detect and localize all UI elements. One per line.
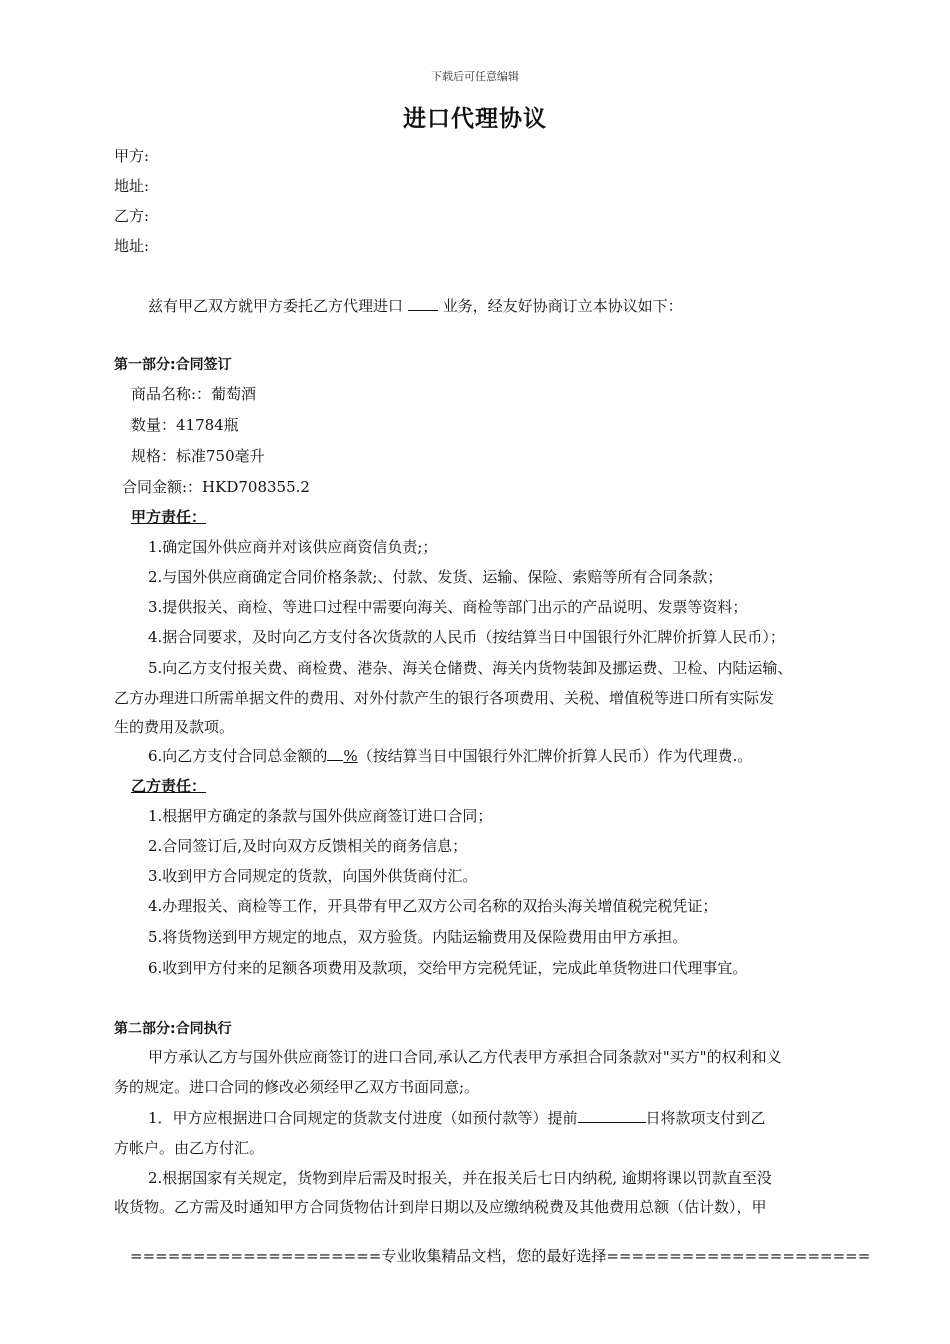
party-b-duty-1: 1.根据甲方确定的条款与国外供应商签订进口合同； [148, 807, 493, 825]
duty6-before: 6.向乙方支付合同总金额的 [148, 747, 328, 765]
part2-para1-line2: 务的规定。进口合同的修改必须经甲乙双方书面同意;。 [114, 1078, 480, 1096]
footer-banner: ====================专业收集精品文档，您的最好选择===================== [130, 1247, 871, 1265]
item1-before: 1．甲方应根据进口合同规定的货款支付进度（如预付款等）提前 [148, 1109, 578, 1127]
address-a-label: 地址: [114, 177, 150, 195]
party-a-duty-3: 3.提供报关、商检、等进口过程中需要向海关、商检等部门出示的产品说明、发票等资料； [148, 598, 748, 616]
party-b-duty-3: 3.收到甲方合同规定的货款，向国外供货商付汇。 [148, 867, 478, 885]
party-a-duty-5-cont: 乙方办理进口所需单据文件的费用、对外付款产生的银行各项费用、关税、增值税等进口所有实际发 [114, 689, 775, 707]
spec: 规格：标准750毫升 [131, 447, 265, 465]
quantity: 数量：41784瓶 [131, 416, 239, 434]
party-a-duty-1: 1.确定国外供应商并对该供应商资信负责;； [148, 538, 438, 556]
part2-item2-line2: 收货物。乙方需及时通知甲方合同货物估计到岸日期以及应缴纳税费及其他费用总额（估计数），甲 [114, 1198, 767, 1216]
part2-item1-line2: 方帐户。由乙方付汇。 [114, 1139, 265, 1157]
intro-before: 兹有甲乙双方就甲方委托乙方代理进口 [148, 297, 404, 315]
intro-after: 业务，经友好协商订立本协议如下： [442, 297, 683, 315]
party-b-duty-4: 4.办理报关、商检等工作，开具带有甲乙双方公司名称的双抬头海关增值税完税凭证； [148, 897, 718, 915]
party-a-duty-2: 2.与国外供应商确定合同价格条款;、付款、发货、运输、保险、索赔等所有合同条款； [148, 568, 723, 586]
part2-para1-line1: 甲方承认乙方与国外供应商签订的进口合同,承认乙方代表甲方承担合同条款对"买方"的权利和义 [148, 1048, 782, 1066]
party-b-duty-5: 5.将货物送到甲方规定的地点，双方验货。内陆运输费用及保险费用由甲方承担。 [148, 928, 688, 946]
party-b-label: 乙方: [114, 207, 150, 225]
item1-after: 日将款项支付到乙 [645, 1109, 766, 1127]
address-b-label: 地址: [114, 237, 150, 255]
party-a-duty-4: 4.据合同要求，及时向乙方支付各次货款的人民币（按结算当日中国银行外汇牌价折算人民币）； [148, 628, 785, 646]
header-note: 下载后可任意编辑 [431, 70, 519, 83]
duty6-percent: % [343, 747, 358, 765]
party-a-duty-5-end: 生的费用及款项。 [114, 718, 235, 736]
part2-heading: 第二部分:合同执行 [114, 1021, 232, 1037]
intro-paragraph [148, 296, 683, 316]
part1-heading: 第一部分:合同签订 [114, 357, 232, 373]
duty6-blank [327, 746, 343, 761]
part2-item2-line1: 2.根据国家有关规定，货物到岸后需及时报关，并在报关后七日内纳税, 逾期将课以罚款直至没 [148, 1169, 772, 1187]
party-a-duty-6 [148, 746, 752, 766]
goods-name: 商品名称:：葡萄酒 [131, 385, 257, 403]
party-b-duty-2: 2.合同签订后,及时向双方反馈相关的商务信息； [148, 837, 468, 855]
part2-item1 [148, 1108, 766, 1128]
party-a-duties-heading: 甲方责任： [131, 508, 207, 526]
contract-amount: 合同金额:：HKD708355.2 [122, 478, 310, 496]
duty6-after: （按结算当日中国银行外汇牌价折算人民币）作为代理费.。 [357, 747, 753, 765]
party-b-duties-heading: 乙方责任： [131, 777, 207, 795]
document-title: 进口代理协议 [403, 105, 547, 132]
intro-blank [408, 296, 438, 311]
item1-blank [578, 1108, 646, 1123]
party-a-label: 甲方: [114, 147, 150, 165]
party-a-duty-5: 5.向乙方支付报关费、商检费、港杂、海关仓储费、海关内货物装卸及挪运费、卫检、内陆运输、 [148, 659, 793, 677]
party-b-duty-6: 6.收到甲方付来的足额各项费用及款项，交给甲方完税凭证，完成此单货物进口代理事宜。 [148, 959, 748, 977]
